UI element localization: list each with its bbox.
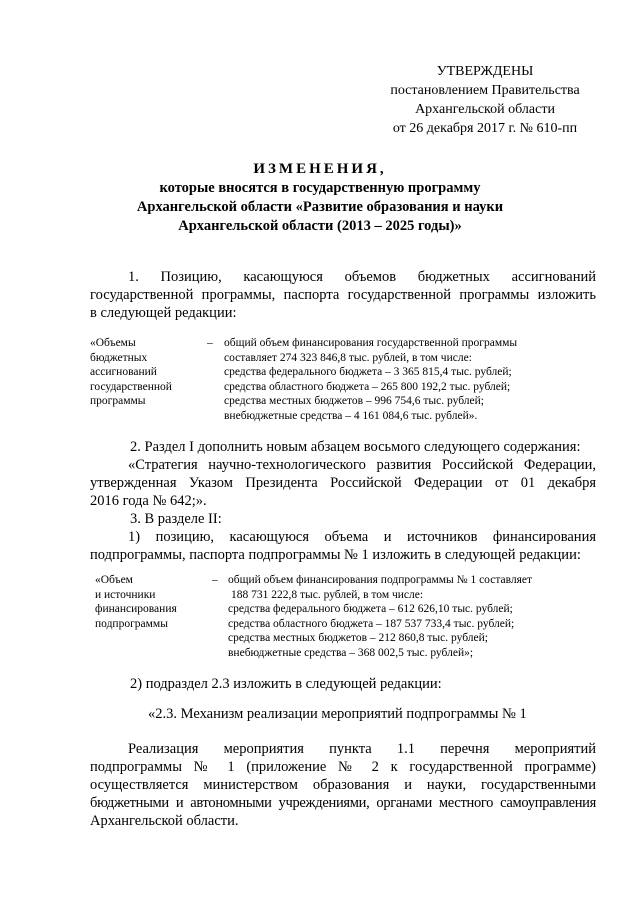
- paragraph-line: 3. В разделе II:: [130, 511, 222, 527]
- paragraph-line: Реализация мероприятия пункта 1.1 перечня мероприятий: [128, 741, 596, 757]
- paragraph-sub2: [90, 675, 596, 693]
- title-line: Архангельской области «Развитие образования и науки: [136, 199, 504, 215]
- paragraph-line: в следующей редакции:: [90, 305, 237, 321]
- paragraph-line: осуществляется министерством образования и науки, государственными: [90, 777, 596, 793]
- approval-block: [380, 62, 590, 138]
- quote-line: 2016 года № 642;».: [90, 493, 207, 509]
- approval-line: Архангельской области: [415, 102, 555, 117]
- paragraph-3: [90, 510, 596, 564]
- paragraph-line: 2. Раздел I дополнить новым абзацем восьмого следующего содержания:: [130, 439, 581, 455]
- table-dash: –: [212, 574, 218, 586]
- approval-line: от 26 декабря 2017 г. № 610-пп: [392, 121, 578, 136]
- table-value: общий объем финансирования подпрограммы № 1 составляет 188 731 222,8 тыс. рублей, в том числе: средства федерального бюджета – 612 626,10 тыс. рублей; средства областного бюджета – 187 537 733,4 тыс. рублей; средства местных бюджетов – 212 860,8 тыс. рублей; внебюджетные средства – 368 002,5 тыс. рублей»;: [228, 574, 533, 659]
- subsection-heading: [90, 705, 596, 723]
- paragraph-line: 1. Позицию, касающуюся объемов бюджетных ассигнований: [128, 269, 596, 285]
- paragraph-line: Архангельской области.: [90, 813, 239, 829]
- paragraph-line: подпрограммы № 1 (приложение № 2 к государственной программе): [90, 759, 596, 775]
- title-line: Архангельской области (2013 – 2025 годы)»: [178, 218, 462, 234]
- paragraph-line: 2) подраздел 2.3 изложить в следующей редакции:: [130, 676, 442, 692]
- final-paragraph: [90, 740, 596, 830]
- heading-line: «2.3. Механизм реализации мероприятий подпрограммы № 1: [148, 706, 527, 722]
- approval-line: УТВЕРЖДЕНЫ: [436, 64, 534, 79]
- paragraph-line: бюджетными и автономными учреждениями, органами местного самоуправления: [90, 795, 596, 811]
- table-dash: –: [207, 337, 213, 349]
- document-title: [100, 160, 540, 236]
- table-label: «Объем и источники финансирования подпрограммы: [95, 574, 177, 630]
- quote-line: утвержденная Указом Президента Российской Федерации от 01 декабря: [90, 475, 596, 491]
- paragraph-line: 1) позицию, касающуюся объема и источников финансирования: [128, 529, 596, 545]
- quote-line: «Стратегия научно-технологического развития Российской Федерации,: [128, 457, 596, 473]
- table-label: «Объемы бюджетных ассигнований государственной программы: [90, 337, 172, 408]
- paragraph-line: подпрограммы, паспорта подпрограммы № 1 изложить в следующей редакции:: [90, 547, 581, 563]
- paragraph-1: [90, 268, 596, 322]
- paragraph-2: [90, 438, 596, 510]
- title-heading: ИЗМЕНЕНИЯ,: [253, 161, 387, 177]
- table-value: общий объем финансирования государственной программы составляет 274 323 846,8 тыс. рублей, в том числе: средства федерального бюджета – 3 365 815,4 тыс. рублей; средства областного бюджета – 265 800 192,2 тыс. рублей; средства местных бюджетов – 996 754,6 тыс. рублей; внебюджетные средства – 4 161 084,6 тыс. рублей».: [224, 337, 518, 422]
- approval-line: постановлением Правительства: [390, 83, 580, 98]
- title-line: которые вносятся в государственную программу: [159, 180, 481, 196]
- paragraph-line: государственной программы, паспорта государственной программы изложить: [90, 287, 596, 303]
